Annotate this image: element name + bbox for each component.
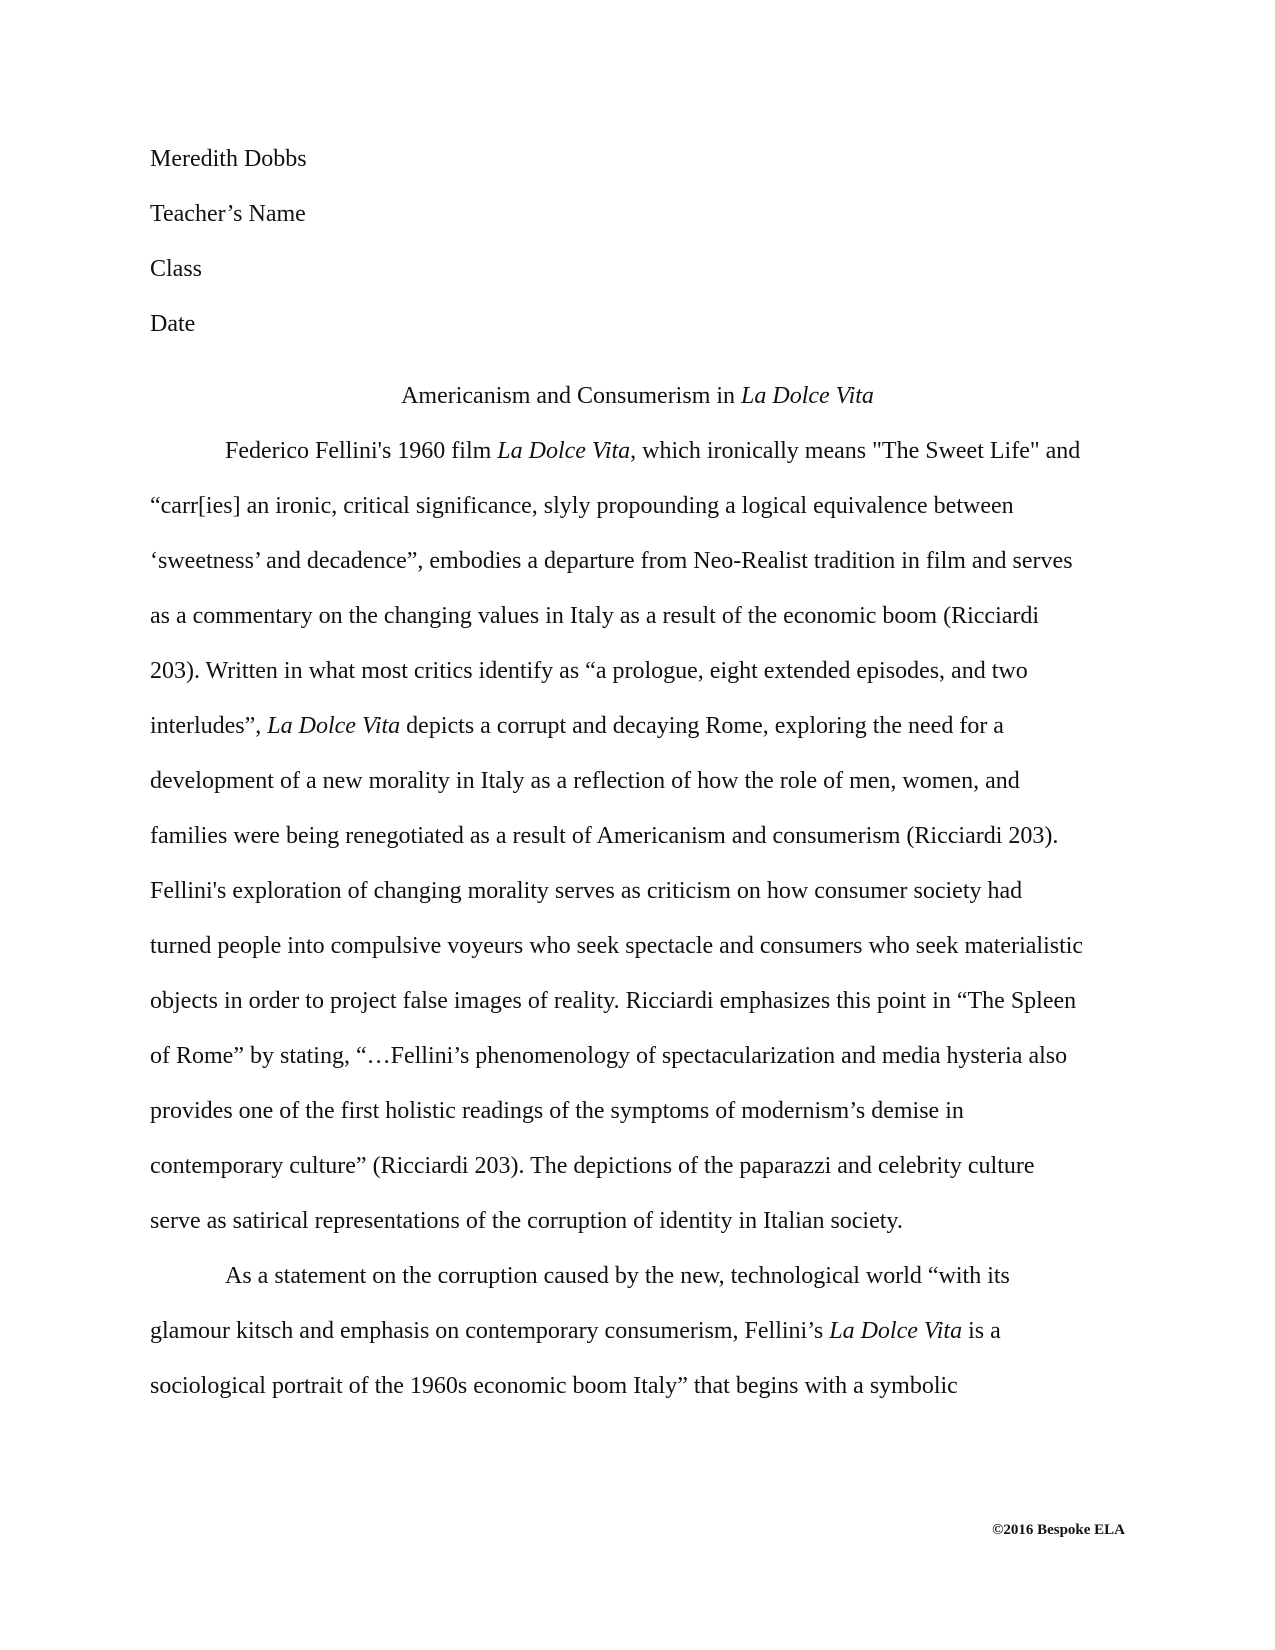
- title-text: Americanism and Consumerism in: [401, 383, 742, 409]
- title-film-name: La Dolce Vita: [741, 383, 874, 409]
- paragraph-1-line-1: [225, 436, 1080, 466]
- paragraph-1-line-8: families were being renegotiated as a result of Americanism and consumerism (Ricciardi 203).: [150, 823, 1059, 849]
- paragraph-1-line-2: “carr[ies] an ironic, critical significance, slyly propounding a logical equivalence between: [150, 493, 1014, 519]
- paragraph-1-line-5: 203). Written in what most critics identify as “a prologue, eight extended episodes, and two: [150, 658, 1028, 684]
- film-title-italic: La Dolce Vita: [267, 713, 401, 739]
- essay-title: [0, 381, 1275, 411]
- paragraph-1-line-4: as a commentary on the changing values in Italy as a result of the economic boom (Ricciardi: [150, 603, 1040, 629]
- paragraph-1-line-7: development of a new morality in Italy as a reflection of how the role of men, women, and: [150, 768, 1020, 794]
- paragraph-1-line-14: contemporary culture” (Ricciardi 203). The depictions of the paparazzi and celebrity culture: [150, 1153, 1035, 1179]
- teacher-name: Teacher’s Name: [150, 201, 306, 227]
- text-span: Federico Fellini's 1960 film: [225, 438, 498, 464]
- copyright-footer: ©2016 Bespoke ELA: [992, 1522, 1125, 1538]
- paragraph-1-line-9: Fellini's exploration of changing morality serves as criticism on how consumer society had: [150, 878, 1023, 904]
- paragraph-1-line-6: [150, 711, 1004, 741]
- paragraph-1-line-12: of Rome” by stating, “…Fellini’s phenomenology of spectacularization and media hysteria also: [150, 1043, 1068, 1069]
- text-span: interludes”,: [150, 713, 268, 739]
- student-name: Meredith Dobbs: [150, 146, 307, 172]
- paragraph-2-line-3: sociological portrait of the 1960s economic boom Italy” that begins with a symbolic: [150, 1373, 958, 1399]
- paragraph-1-line-13: provides one of the first holistic readings of the symptoms of modernism’s demise in: [150, 1098, 964, 1124]
- paragraph-1-line-3: ‘sweetness’ and decadence”, embodies a departure from Neo-Realist tradition in film and serves: [150, 548, 1073, 574]
- class-name: Class: [150, 256, 203, 282]
- film-title-italic: La Dolce Vita: [497, 438, 631, 464]
- text-span: glamour kitsch and emphasis on contemporary consumerism, Fellini’s: [150, 1318, 830, 1344]
- date: Date: [150, 311, 196, 337]
- paragraph-1-line-11: objects in order to project false images of reality. Ricciardi emphasizes this point in “The Spleen: [150, 988, 1077, 1014]
- paragraph-2-line-2: [150, 1316, 1001, 1346]
- text-span: , which ironically means "The Sweet Life" and: [630, 438, 1081, 464]
- paragraph-1-line-10: turned people into compulsive voyeurs who seek spectacle and consumers who seek materialistic: [150, 933, 1084, 959]
- text-span: depicts a corrupt and decaying Rome, exploring the need for a: [400, 713, 1004, 739]
- film-title-italic: La Dolce Vita: [829, 1318, 963, 1344]
- text-span: is a: [962, 1318, 1001, 1344]
- paragraph-2-line-1: As a statement on the corruption caused by the new, technological world “with its: [225, 1263, 1010, 1289]
- paragraph-1-line-15: serve as satirical representations of the corruption of identity in Italian society.: [150, 1208, 903, 1234]
